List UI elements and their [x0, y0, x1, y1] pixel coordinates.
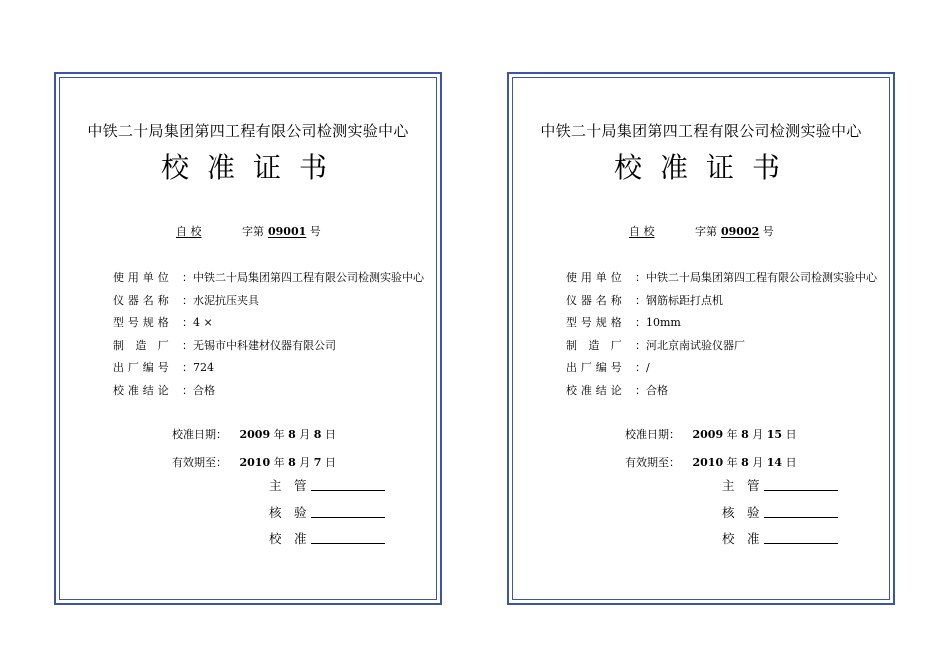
org-name: 中铁二十局集团第四工程有限公司检测实验中心 — [87, 122, 409, 140]
field-user-unit: 使 用 单 位 ：中铁二十局集团第四工程有限公司检测实验中心 — [113, 271, 424, 284]
signature-line[interactable] — [764, 503, 838, 518]
calibration-date: 校准日期： 2009 年 8 月 15 日 — [625, 428, 797, 441]
field-model-spec: 型 号 规 格 ：10mm — [566, 316, 681, 329]
signature-line[interactable] — [764, 529, 838, 544]
serial-prefix: 自 校 — [629, 225, 655, 238]
valid-until-date: 有效期至： 2010 年 8 月 14 日 — [625, 456, 797, 469]
field-conclusion: 校 准 结 论 ：合格 — [566, 383, 668, 397]
field-user-unit: 使 用 单 位 ：中铁二十局集团第四工程有限公司检测实验中心 — [566, 271, 877, 284]
serial-number-group: 字第 09002 号 — [695, 225, 774, 238]
field-manufacturer: 制 造 厂 ：河北京南试验仪器厂 — [566, 338, 745, 352]
field-conclusion: 校 准 结 论 ：合格 — [113, 383, 215, 397]
signature-verifier: 核 验 — [269, 503, 385, 530]
field-list — [113, 269, 424, 404]
field-factory-number: 出 厂 编 号 ：/ — [566, 361, 650, 374]
signature-line[interactable] — [764, 476, 838, 491]
certificate-title: 校准证书 — [613, 151, 798, 184]
signature-verifier: 核 验 — [722, 503, 838, 530]
signature-line[interactable] — [311, 503, 385, 518]
field-instrument-name: 仪 器 名 称 ：水泥抗压夹具 — [113, 293, 259, 307]
certificate-1 — [54, 72, 442, 605]
certificate-2 — [507, 72, 895, 605]
signature-block — [722, 476, 838, 556]
serial-number-group: 字第 09001 号 — [242, 225, 321, 238]
date-block — [172, 426, 336, 482]
signature-block — [269, 476, 385, 556]
field-list — [566, 269, 877, 404]
signature-calibrator: 校 准 — [722, 529, 838, 556]
date-block — [625, 426, 797, 482]
serial-number: 09001 — [268, 225, 307, 238]
valid-until-date: 有效期至： 2010 年 8 月 7 日 — [172, 456, 336, 469]
field-manufacturer: 制 造 厂 ：无锡市中科建材仪器有限公司 — [113, 338, 336, 352]
serial-number: 09002 — [721, 225, 760, 238]
serial-prefix: 自 校 — [176, 225, 202, 238]
signature-supervisor: 主 管 — [269, 476, 385, 503]
certificate-title: 校准证书 — [160, 151, 345, 184]
signature-calibrator: 校 准 — [269, 529, 385, 556]
signature-supervisor: 主 管 — [722, 476, 838, 503]
field-instrument-name: 仪 器 名 称 ：钢筋标距打点机 — [566, 293, 723, 307]
field-factory-number: 出 厂 编 号 ：724 — [113, 361, 214, 374]
signature-line[interactable] — [311, 476, 385, 491]
calibration-date: 校准日期： 2009 年 8 月 8 日 — [172, 428, 336, 441]
field-model-spec: 型 号 规 格 ：4 × — [113, 316, 213, 329]
signature-line[interactable] — [311, 529, 385, 544]
org-name: 中铁二十局集团第四工程有限公司检测实验中心 — [540, 122, 862, 140]
